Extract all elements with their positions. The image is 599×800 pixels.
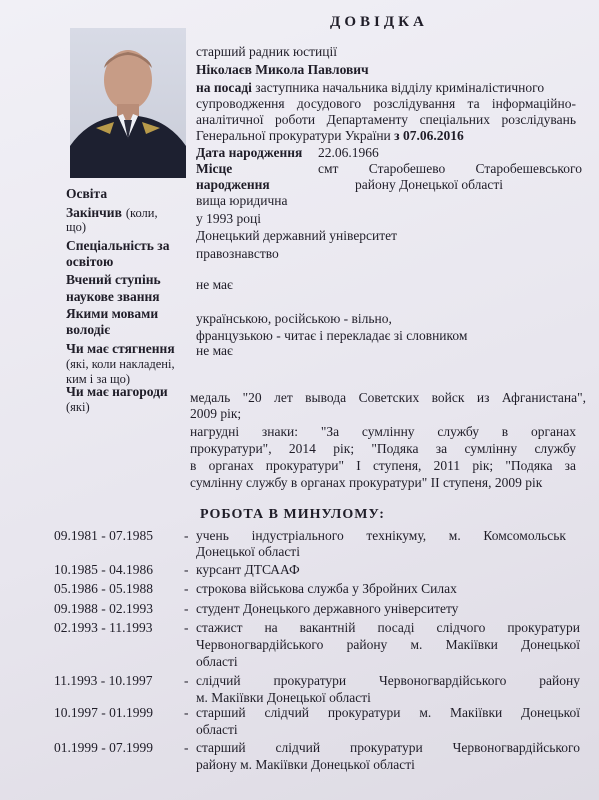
specialty-label-1: Спеціальність за xyxy=(66,238,170,253)
work-dates: 02.1993 - 11.1993 xyxy=(54,620,153,635)
position-since-date: 07.06.2016 xyxy=(402,128,464,143)
work-desc-line: стажист на вакантній посаді слідчого прокуратури xyxy=(196,620,580,635)
awards-line-2: 2009 рік; xyxy=(190,406,242,421)
work-desc-line: студент Донецького державного університету xyxy=(196,601,459,616)
position-text-4: Генеральної прокуратури України xyxy=(196,128,391,143)
work-desc-line: слідчий прокуратури Червоногвардійського району xyxy=(196,673,580,688)
graduated-value-2: Донецький державний університет xyxy=(196,228,398,243)
work-dates: 01.1999 - 07.1999 xyxy=(54,740,153,755)
position-since-prefix: з xyxy=(394,128,400,143)
penalties-label: Чи має стягнення xyxy=(66,341,175,356)
awards-hint: (які) xyxy=(66,400,90,414)
work-dates: 10.1997 - 01.1999 xyxy=(54,705,153,720)
work-dates: 11.1993 - 10.1997 xyxy=(54,673,153,688)
work-desc-line: м. Макіївки Донецької області xyxy=(196,690,371,705)
languages-value-2: французькою - читає і перекладає зі словником xyxy=(196,328,468,343)
education-label: Освіта xyxy=(66,186,108,201)
work-desc-line: старший слідчий прокуратури м. Макіївки Донецької xyxy=(196,705,580,720)
birth-date-value: 22.06.1966 xyxy=(318,145,379,160)
work-desc-line: району м. Макіївки Донецької області xyxy=(196,757,415,772)
work-dates: 05.1986 - 05.1988 xyxy=(54,581,153,596)
languages-label-2: володіє xyxy=(66,322,111,337)
position-line-3: аналітичної роботи Департаменту спеціальних розслідувань xyxy=(196,112,576,127)
graduated-hint-2: що) xyxy=(66,220,87,234)
awards-line-5: в органах прокуратури" I ступеня, 2011 рік; "Подяка за xyxy=(190,458,576,473)
awards-line-3: нагрудні знаки: "За сумлінну службу в органах xyxy=(190,424,576,439)
graduated-value-1: у 1993 році xyxy=(196,211,261,226)
work-desc-line: області xyxy=(196,654,238,669)
penalties-hint-1: (які, коли накладені, xyxy=(66,357,175,371)
work-dates: 09.1988 - 02.1993 xyxy=(54,601,153,616)
birth-date-label: Дата народження xyxy=(196,145,303,160)
awards-label: Чи має нагороди xyxy=(66,384,168,399)
graduated-label: Закінчив xyxy=(66,205,122,220)
degree-label-1: Вчений ступінь xyxy=(66,272,161,287)
work-dash: - xyxy=(184,620,189,635)
document-title: ДОВІДКА xyxy=(330,14,428,30)
penalties-value: не має xyxy=(196,343,233,358)
awards-line-1: медаль "20 лет вывода Советских войск из Афганистана", xyxy=(190,390,586,405)
position-text-1: заступника начальника відділу криміналістичного xyxy=(255,80,545,95)
work-desc-line: старший слідчий прокуратури Червоногвардійського xyxy=(196,740,580,755)
portrait-photo xyxy=(70,28,186,178)
full-name: Ніколаєв Микола Павлович xyxy=(196,62,369,77)
position-line-2: супроводження досудового розслідування та інформаційно- xyxy=(196,96,576,111)
work-dash: - xyxy=(184,740,189,755)
penalties-hint-2: ким і за що) xyxy=(66,372,131,386)
work-dash: - xyxy=(184,562,189,577)
work-desc-line: області xyxy=(196,722,238,737)
degree-label-2: наукове звання xyxy=(66,289,160,304)
work-dash: - xyxy=(184,601,189,616)
work-desc-line: Червоногвардійського району м. Макіївки Донецької xyxy=(196,637,580,652)
work-dash: - xyxy=(184,528,189,543)
position-line-4 xyxy=(196,128,464,144)
awards-line-6: сумлінну службу в органах прокуратури" II ступеня, 2009 рік xyxy=(190,475,543,490)
position-line-1 xyxy=(196,80,544,96)
work-desc-line: Донецької області xyxy=(196,544,300,559)
work-history-title: РОБОТА В МИНУЛОМУ: xyxy=(200,507,385,522)
portrait-image xyxy=(70,28,186,178)
work-dash: - xyxy=(184,581,189,596)
specialty-label-2: освітою xyxy=(66,254,114,269)
work-dates: 10.1985 - 04.1986 xyxy=(54,562,153,577)
work-dash: - xyxy=(184,673,189,688)
work-desc-line: курсант ДТСААФ xyxy=(196,562,300,577)
languages-label-1: Якими мовами xyxy=(66,306,159,321)
work-dash: - xyxy=(184,705,189,720)
birthplace-label-2: народження xyxy=(196,177,270,192)
work-desc-line: строкова військова служба у Збройних Силах xyxy=(196,581,457,596)
birthplace-value-1: смт Старобешево Старобешевського xyxy=(318,161,582,176)
awards-line-4: прокуратури", 2014 рік; "Подяка за сумлінну службу xyxy=(190,441,576,456)
specialty-value: правознавство xyxy=(196,246,279,261)
work-desc-line: учень індустріального технікуму, м. Комсомольськ xyxy=(196,528,566,543)
work-dates: 09.1981 - 07.1985 xyxy=(54,528,153,543)
education-value: вища юридична xyxy=(196,193,288,208)
position-prefix: на посаді xyxy=(196,80,252,95)
degree-value: не має xyxy=(196,277,233,292)
rank: старший радник юстиції xyxy=(196,44,337,59)
birthplace-value-2: району Донецької області xyxy=(355,177,504,192)
birthplace-label-1: Місце xyxy=(196,161,233,176)
graduated-hint-1: (коли, xyxy=(125,206,158,220)
languages-value-1: українською, російською - вільно, xyxy=(196,311,392,326)
